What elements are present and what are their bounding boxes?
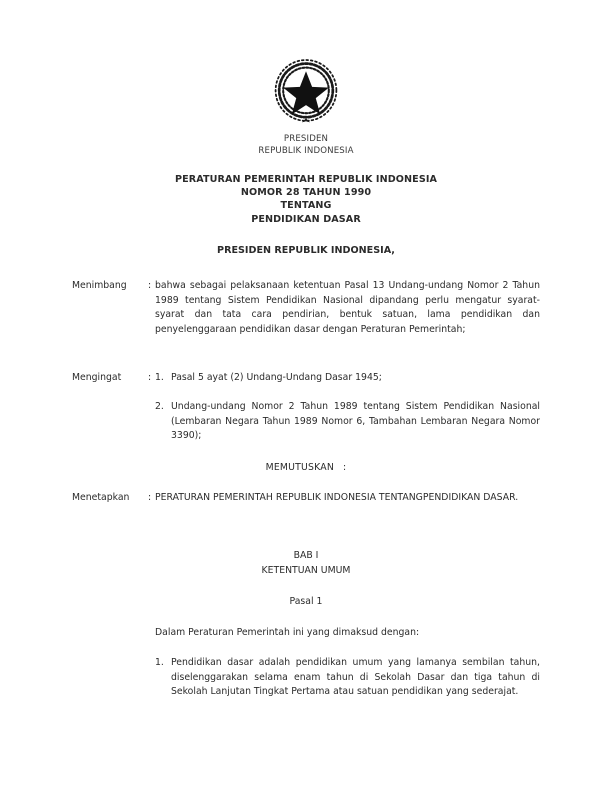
- establishing-body: [155, 491, 540, 506]
- list-item: [155, 656, 540, 700]
- recalling-body: [155, 371, 540, 444]
- emblem-caption-line-1: PRESIDEN: [283, 134, 329, 144]
- considering-body: [155, 279, 540, 337]
- article-intro: Dalam Peraturan Pemerintah ini yang dimaksud dengan:: [155, 627, 420, 638]
- recalling-colon: :: [148, 372, 152, 383]
- list-item: [155, 371, 540, 386]
- presidential-emblem-block: [0, 56, 612, 157]
- definition-1-number: 1.: [155, 657, 164, 668]
- recalling-label: Mengingat: [72, 372, 122, 383]
- considering-text: bahwa sebagai pelaksanaan ketentuan Pasal 13 Undang-undang Nomor 2 Tahun 1989 tentang Sistem Pendidikan Nasional dipandang perlu mengatur syarat-syarat dan tata cara pendirian, bentuk satuan, lama pendidikan dan penyelenggaraan pendidikan dasar dengan Peraturan Pemerintah;: [155, 280, 540, 335]
- chapter-name: KETENTUAN UMUM: [261, 564, 351, 576]
- title-line-1: PERATURAN PEMERINTAH REPUBLIK INDONESIA: [174, 174, 438, 185]
- recalling-item-1-text: Pasal 5 ayat (2) Undang-Undang Dasar 1945;: [171, 372, 382, 383]
- article-definition-list: [155, 656, 540, 700]
- emblem-caption-line-2: REPUBLIK INDONESIA: [258, 145, 354, 156]
- title-line-2: NOMOR 28 TAHUN 1990: [240, 187, 372, 199]
- deciding-word: MEMUTUSKAN: [265, 462, 334, 473]
- definition-1-text: Pendidikan dasar adalah pendidikan umum yang lamanya sembilan tahun, diselenggarakan selama enam tahun di Sekolah Dasar dan tiga tahun di Sekolah Lanjutan Tingkat Pertama atau satuan pendidikan yang sederajat.: [171, 657, 540, 698]
- title-line-3: TENTANG: [280, 200, 332, 212]
- recalling-clause: [72, 371, 540, 444]
- article-heading: Pasal 1: [289, 596, 323, 607]
- document-title: [0, 173, 612, 226]
- emblem-caption: [0, 134, 612, 157]
- recalling-item-2-number: 2.: [155, 401, 164, 413]
- considering-label: Menimbang: [72, 280, 127, 291]
- deciding-colon: :: [343, 462, 347, 473]
- title-line-4: PENDIDIKAN DASAR: [251, 213, 361, 225]
- president-heading: PRESIDEN REPUBLIK INDONESIA,: [217, 245, 395, 256]
- list-item: [155, 400, 540, 444]
- recalling-item-1-number: 1.: [155, 372, 164, 383]
- establishing-colon: :: [148, 492, 152, 503]
- chapter-number: BAB I: [293, 550, 319, 561]
- recalling-list: [155, 371, 540, 444]
- establishing-text: PERATURAN PEMERINTAH REPUBLIK INDONESIA TENTANGPENDIDIKAN DASAR.: [155, 492, 519, 503]
- recalling-item-2-text: Undang-undang Nomor 2 Tahun 1989 tentang Sistem Pendidikan Nasional (Lembaran Negara Tahun 1989 Nomor 6, Tambahan Lembaran Negara Nomor 3390);: [171, 401, 540, 442]
- considering-colon: :: [148, 280, 152, 291]
- considering-clause: [72, 279, 540, 337]
- establishing-clause: [72, 491, 540, 506]
- deciding-heading: [0, 461, 612, 476]
- chapter-heading: [0, 549, 612, 578]
- indonesia-presidential-seal-star-wreath-icon: [266, 56, 346, 128]
- establishing-label: Menetapkan: [72, 492, 130, 503]
